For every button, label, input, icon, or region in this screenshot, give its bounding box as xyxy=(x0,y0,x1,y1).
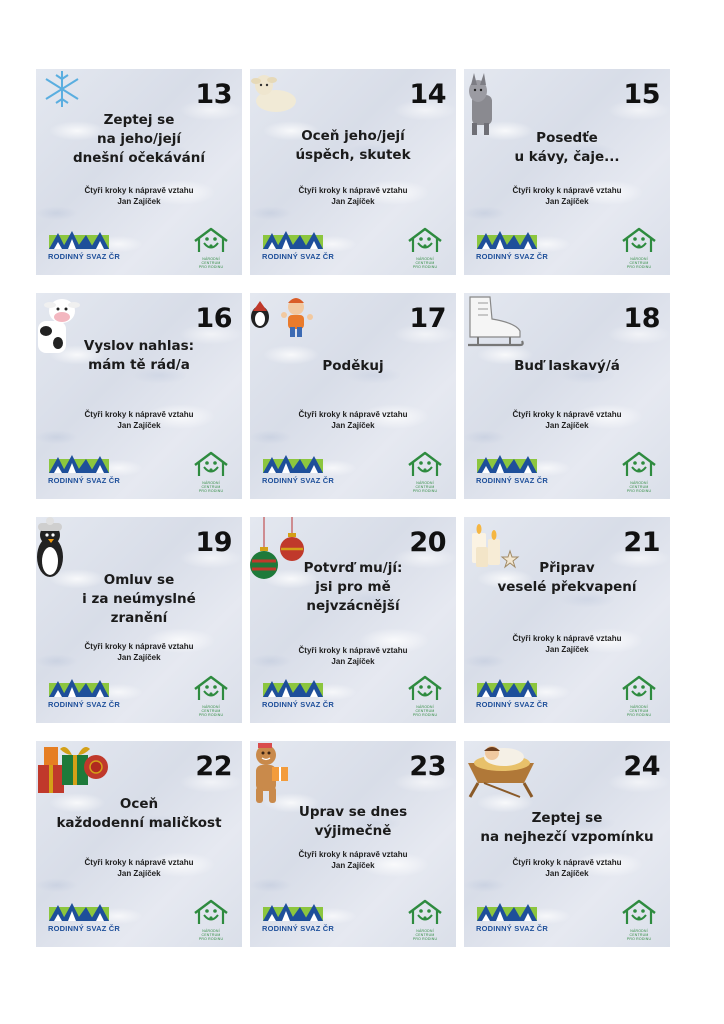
logo-right-text-3: PRO RODINU xyxy=(626,713,652,717)
house-logo-icon xyxy=(406,675,444,701)
card-subtitle xyxy=(44,409,234,431)
rodinny-svaz-logo xyxy=(476,677,548,711)
narodni-centrum-logo xyxy=(406,675,444,715)
logo-right-text-2: CENTRUM xyxy=(415,261,435,265)
card-subtitle xyxy=(44,185,234,207)
logo-left-text: RODINNÝ SVAZ ČR xyxy=(476,924,549,933)
house-logo-icon xyxy=(620,227,658,253)
narodni-centrum-logo xyxy=(406,899,444,939)
mountains-logo-icon xyxy=(476,453,538,475)
ice-skate-icon xyxy=(464,293,524,359)
subtitle-line-2: Jan Zajíček xyxy=(331,657,375,666)
house-logo-icon xyxy=(406,899,444,925)
mountains-logo-icon xyxy=(48,677,110,699)
logo-right-text-1: NÁRODNÍ xyxy=(202,929,220,933)
subtitle-line-2: Jan Zajíček xyxy=(117,421,161,430)
logo-right-text-3: PRO RODINU xyxy=(412,713,438,717)
narodni-centrum-logo xyxy=(192,899,230,939)
logo-right-text-2: CENTRUM xyxy=(201,261,221,265)
logo-right-text-1: NÁRODNÍ xyxy=(630,481,648,485)
rodinny-svaz-logo xyxy=(262,229,334,263)
card-message: Zeptej se na nejhezčí vzpomínku xyxy=(480,810,654,845)
subtitle-line-2: Jan Zajíček xyxy=(117,653,161,662)
card-message: Poděkuj xyxy=(322,358,384,374)
logo-right-text-2: CENTRUM xyxy=(201,709,221,713)
lamb-icon xyxy=(250,69,300,119)
mountains-logo-icon xyxy=(476,677,538,699)
subtitle-line-2: Jan Zajíček xyxy=(117,869,161,878)
subtitle-line-2: Jan Zajíček xyxy=(331,861,375,870)
rodinny-svaz-logo xyxy=(262,901,334,935)
logo-right-text-3: PRO RODINU xyxy=(412,265,438,269)
logo-right-text-2: CENTRUM xyxy=(629,933,649,937)
calendar-card-16 xyxy=(36,293,242,499)
logo-right-text-1: NÁRODNÍ xyxy=(416,481,434,485)
logo-right-text-1: NÁRODNÍ xyxy=(416,929,434,933)
logo-right-text-2: CENTRUM xyxy=(415,933,435,937)
day-number: 19 xyxy=(195,527,232,558)
day-number: 16 xyxy=(195,303,232,334)
logo-left-text: RODINNÝ SVAZ ČR xyxy=(262,476,335,485)
logo-left-text: RODINNÝ SVAZ ČR xyxy=(48,700,121,709)
subtitle-line-1: Čtyři kroky k nápravě vztahu xyxy=(512,410,622,419)
subtitle-line-1: Čtyři kroky k nápravě vztahu xyxy=(84,186,194,195)
logo-right-text-2: CENTRUM xyxy=(201,933,221,937)
narodni-centrum-logo xyxy=(192,675,230,715)
logo-left-text: RODINNÝ SVAZ ČR xyxy=(48,476,121,485)
card-subtitle xyxy=(258,409,448,431)
card-message: Zeptej se na jeho/její dnešní očekávání xyxy=(72,112,206,166)
calendar-card-18 xyxy=(464,293,670,499)
calendar-card-20 xyxy=(250,517,456,723)
day-number: 24 xyxy=(623,751,660,782)
logo-right-text-1: NÁRODNÍ xyxy=(202,705,220,709)
day-number: 13 xyxy=(195,79,232,110)
house-logo-icon xyxy=(620,899,658,925)
card-message: Omluv se i za neúmyslné zranění xyxy=(82,572,196,626)
subtitle-line-1: Čtyři kroky k nápravě vztahu xyxy=(84,858,194,867)
mountains-logo-icon xyxy=(262,901,324,923)
house-logo-icon xyxy=(620,451,658,477)
calendar-card-13 xyxy=(36,69,242,275)
day-number: 20 xyxy=(409,527,446,558)
logo-left-text: RODINNÝ SVAZ ČR xyxy=(262,700,335,709)
logo-right-text-1: NÁRODNÍ xyxy=(202,481,220,485)
subtitle-line-1: Čtyři kroky k nápravě vztahu xyxy=(512,186,622,195)
card-subtitle xyxy=(472,857,662,879)
card-message: Uprav se dnes výjimečně xyxy=(298,804,408,839)
logo-right-text-2: CENTRUM xyxy=(629,261,649,265)
logo-right-text-2: CENTRUM xyxy=(415,709,435,713)
subtitle-line-2: Jan Zajíček xyxy=(545,645,589,654)
logo-right-text-3: PRO RODINU xyxy=(198,937,224,941)
logo-right-text-3: PRO RODINU xyxy=(626,937,652,941)
mountains-logo-icon xyxy=(476,901,538,923)
subtitle-line-2: Jan Zajíček xyxy=(331,197,375,206)
subtitle-line-1: Čtyři kroky k nápravě vztahu xyxy=(298,646,408,655)
subtitle-line-2: Jan Zajíček xyxy=(331,421,375,430)
house-logo-icon xyxy=(192,899,230,925)
logo-left-text: RODINNÝ SVAZ ČR xyxy=(476,476,549,485)
rodinny-svaz-logo xyxy=(476,229,548,263)
logo-right-text-3: PRO RODINU xyxy=(626,489,652,493)
calendar-card-15 xyxy=(464,69,670,275)
card-message: Potvrď mu/jí: jsi pro mě nejvzácnější xyxy=(303,560,403,614)
gingerbread-icon xyxy=(250,741,290,811)
narodni-centrum-logo xyxy=(620,227,658,267)
rodinny-svaz-logo xyxy=(476,453,548,487)
logo-right-text-1: NÁRODNÍ xyxy=(416,257,434,261)
mountains-logo-icon xyxy=(476,229,538,251)
subtitle-line-1: Čtyři kroky k nápravě vztahu xyxy=(84,642,194,651)
logo-left-text: RODINNÝ SVAZ ČR xyxy=(262,252,335,261)
card-subtitle xyxy=(258,185,448,207)
card-subtitle xyxy=(44,641,234,663)
card-message: Oceň jeho/její úspěch, skutek xyxy=(295,128,411,163)
house-logo-icon xyxy=(620,675,658,701)
house-logo-icon xyxy=(192,227,230,253)
card-subtitle xyxy=(44,857,234,879)
narodni-centrum-logo xyxy=(620,899,658,939)
penguin-child-icon xyxy=(250,293,322,345)
rodinny-svaz-logo xyxy=(48,677,120,711)
house-logo-icon xyxy=(406,227,444,253)
day-number: 14 xyxy=(409,79,446,110)
subtitle-line-1: Čtyři kroky k nápravě vztahu xyxy=(298,186,408,195)
logo-right-text-1: NÁRODNÍ xyxy=(416,705,434,709)
card-subtitle xyxy=(472,633,662,655)
rodinny-svaz-logo xyxy=(262,677,334,711)
logo-right-text-2: CENTRUM xyxy=(201,485,221,489)
mountains-logo-icon xyxy=(262,229,324,251)
calendar-card-23 xyxy=(250,741,456,947)
logo-left-text: RODINNÝ SVAZ ČR xyxy=(476,700,549,709)
card-message: Posedťe u kávy, čaje... xyxy=(514,130,620,165)
calendar-card-24 xyxy=(464,741,670,947)
card-subtitle xyxy=(258,849,448,871)
day-number: 23 xyxy=(409,751,446,782)
narodni-centrum-logo xyxy=(620,675,658,715)
logo-right-text-1: NÁRODNÍ xyxy=(630,929,648,933)
mountains-logo-icon xyxy=(48,229,110,251)
subtitle-line-1: Čtyři kroky k nápravě vztahu xyxy=(512,858,622,867)
card-message: Buď laskavý/á xyxy=(514,358,620,374)
day-number: 22 xyxy=(195,751,232,782)
calendar-card-19 xyxy=(36,517,242,723)
logo-right-text-2: CENTRUM xyxy=(629,709,649,713)
card-message: Připrav veselé překvapení xyxy=(497,560,637,595)
calendar-card-21 xyxy=(464,517,670,723)
rodinny-svaz-logo xyxy=(48,901,120,935)
logo-right-text-3: PRO RODINU xyxy=(198,489,224,493)
logo-left-text: RODINNÝ SVAZ ČR xyxy=(476,252,549,261)
narodni-centrum-logo xyxy=(406,451,444,491)
subtitle-line-1: Čtyři kroky k nápravě vztahu xyxy=(84,410,194,419)
narodni-centrum-logo xyxy=(192,451,230,491)
logo-left-text: RODINNÝ SVAZ ČR xyxy=(48,924,121,933)
logo-right-text-3: PRO RODINU xyxy=(198,265,224,269)
mountains-logo-icon xyxy=(262,677,324,699)
snowflake-icon xyxy=(36,69,88,113)
card-subtitle xyxy=(472,185,662,207)
card-message: Vyslov nahlas: mám tě rád/a xyxy=(83,338,195,373)
logo-left-text: RODINNÝ SVAZ ČR xyxy=(262,924,335,933)
logo-left-text: RODINNÝ SVAZ ČR xyxy=(48,252,121,261)
day-number: 15 xyxy=(623,79,660,110)
narodni-centrum-logo xyxy=(192,227,230,267)
mountains-logo-icon xyxy=(48,901,110,923)
subtitle-line-2: Jan Zajíček xyxy=(545,869,589,878)
day-number: 21 xyxy=(623,527,660,558)
subtitle-line-1: Čtyři kroky k nápravě vztahu xyxy=(298,850,408,859)
logo-right-text-3: PRO RODINU xyxy=(626,265,652,269)
logo-right-text-3: PRO RODINU xyxy=(198,713,224,717)
baby-manger-icon xyxy=(464,741,538,803)
calendar-card-22 xyxy=(36,741,242,947)
logo-right-text-3: PRO RODINU xyxy=(412,937,438,941)
mountains-logo-icon xyxy=(48,453,110,475)
day-number: 17 xyxy=(409,303,446,334)
rodinny-svaz-logo xyxy=(48,453,120,487)
card-subtitle xyxy=(472,409,662,431)
subtitle-line-2: Jan Zajíček xyxy=(545,197,589,206)
logo-right-text-1: NÁRODNÍ xyxy=(630,257,648,261)
logo-right-text-2: CENTRUM xyxy=(415,485,435,489)
house-logo-icon xyxy=(406,451,444,477)
logo-right-text-1: NÁRODNÍ xyxy=(202,257,220,261)
mountains-logo-icon xyxy=(262,453,324,475)
subtitle-line-1: Čtyři kroky k nápravě vztahu xyxy=(298,410,408,419)
card-subtitle xyxy=(258,645,448,667)
rodinny-svaz-logo xyxy=(262,453,334,487)
house-logo-icon xyxy=(192,675,230,701)
subtitle-line-2: Jan Zajíček xyxy=(545,421,589,430)
house-logo-icon xyxy=(192,451,230,477)
calendar-card-17 xyxy=(250,293,456,499)
logo-right-text-2: CENTRUM xyxy=(629,485,649,489)
narodni-centrum-logo xyxy=(406,227,444,267)
rodinny-svaz-logo xyxy=(476,901,548,935)
day-number: 18 xyxy=(623,303,660,334)
logo-right-text-1: NÁRODNÍ xyxy=(630,705,648,709)
subtitle-line-2: Jan Zajíček xyxy=(117,197,161,206)
rodinny-svaz-logo xyxy=(48,229,120,263)
card-message: Oceň každodenní maličkost xyxy=(56,796,222,831)
calendar-card-14 xyxy=(250,69,456,275)
narodni-centrum-logo xyxy=(620,451,658,491)
logo-right-text-3: PRO RODINU xyxy=(412,489,438,493)
subtitle-line-1: Čtyři kroky k nápravě vztahu xyxy=(512,634,622,643)
